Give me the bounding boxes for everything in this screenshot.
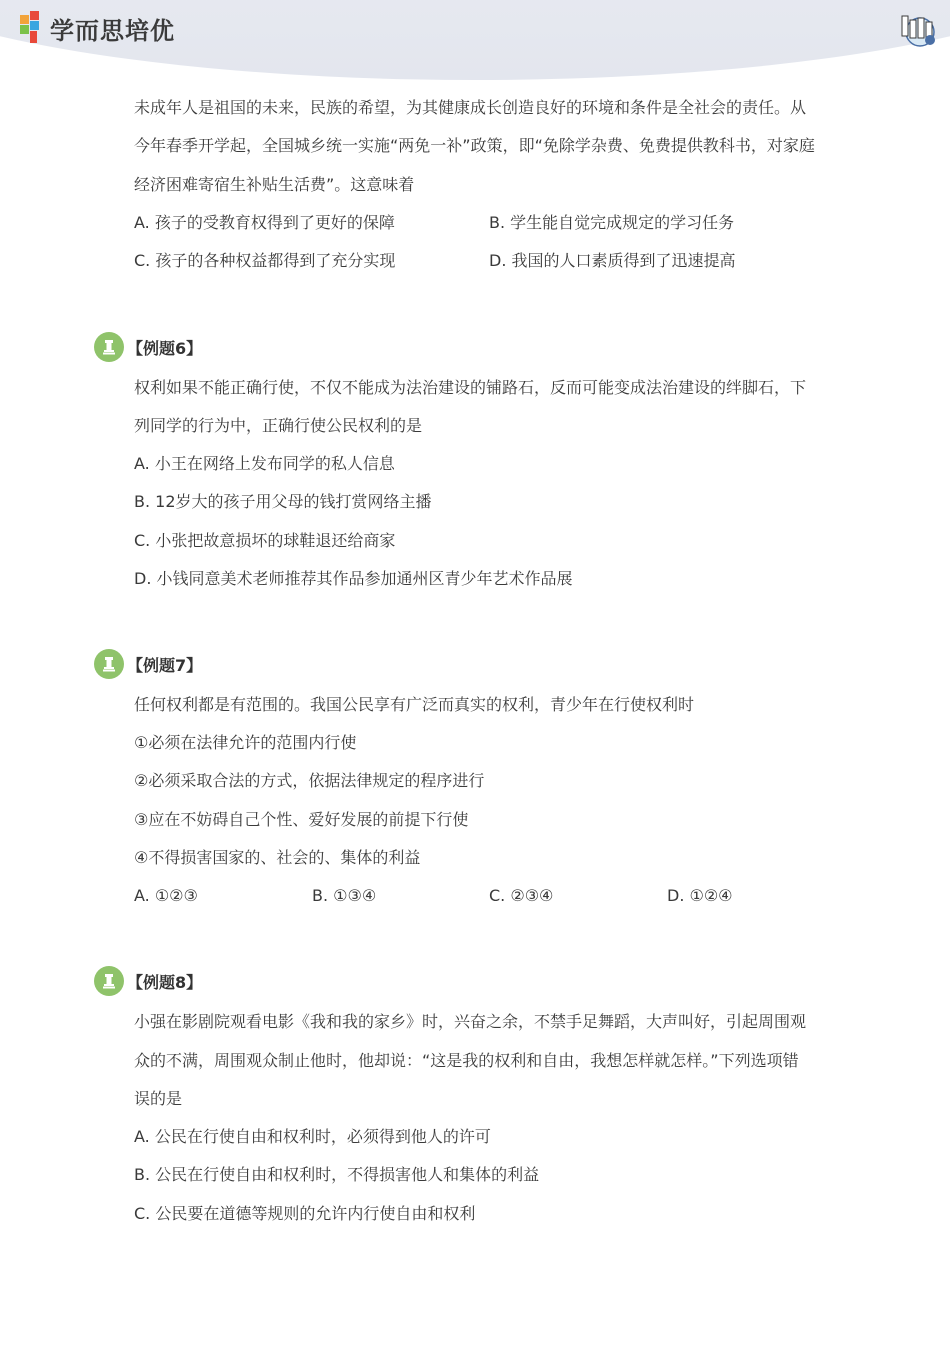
statement-3: ③应在不妨碍自己个性、爱好发展的前提下行使 [134,810,469,829]
trophy-icon [94,332,124,362]
option-d: D. 小钱同意美术老师推荐其作品参加通州区青少年艺术作品展 [134,569,573,588]
stem-line: 众的不满，周围观众制止他时，他却说：“这是我的权利和自由，我想怎样就怎样。”下列选项错 [134,1051,799,1070]
option-b: B. 12岁大的孩子用父母的钱打赏网络主播 [134,492,432,511]
stem-line: 今年春季开学起，全国城乡统一实施“两免一补”政策，即“免除学杂费、免费提供教科书，对家庭 [134,136,815,155]
logo-mark-icon [18,11,46,45]
statement-2: ②必须采取合法的方式，依据法律规定的程序进行 [134,771,485,790]
option-c: C. 公民要在道德等规则的允许内行使自由和权利 [134,1204,476,1223]
stem-line: 列同学的行为中，正确行使公民权利的是 [134,416,423,435]
stem-line: 小强在影剧院观看电影《我和我的家乡》时，兴奋之余，不禁手足舞蹈，大声叫好，引起周围观 [134,1012,807,1031]
option-b: B. 学生能自觉完成规定的学习任务 [489,213,735,232]
statement-4: ④不得损害国家的、社会的、集体的利益 [134,848,421,867]
option-c: C. 孩子的各种权益都得到了充分实现 [134,251,396,270]
statement-1: ①必须在法律允许的范围内行使 [134,733,357,752]
logo-text: 学而思培优 [50,16,175,45]
option-a: A. 小王在网络上发布同学的私人信息 [134,454,395,473]
option-b: B. 公民在行使自由和权利时，不得损害他人和集体的利益 [134,1165,540,1184]
trophy-icon [94,966,124,996]
stem-line: 任何权利都是有范围的。我国公民享有广泛而真实的权利，青少年在行使权利时 [134,695,695,714]
example-heading [94,966,202,996]
example-title: 【例题8】 [127,972,203,992]
stem-line: 未成年人是祖国的未来，民族的希望，为其健康成长创造良好的环境和条件是全社会的责任。从 [134,98,807,117]
example-heading [94,649,202,679]
option-b: B. ①③④ [312,886,377,905]
stem-line: 误的是 [134,1089,183,1108]
trophy-icon [94,649,124,679]
option-a: A. 孩子的受教育权得到了更好的保障 [134,213,395,232]
example-title: 【例题6】 [127,338,203,358]
option-a: A. 公民在行使自由和权利时，必须得到他人的许可 [134,1127,491,1146]
option-d: D. ①②④ [667,886,733,905]
stem-line: 经济困难寄宿生补贴生活费”。这意味着 [134,175,415,194]
example-heading [94,332,202,362]
brand-logo [18,10,175,46]
team-badge-icon [898,12,938,48]
example-title: 【例题7】 [127,655,203,675]
option-a: A. ①②③ [134,886,198,905]
option-d: D. 我国的人口素质得到了迅速提高 [489,251,736,270]
stem-line: 权利如果不能正确行使，不仅不能成为法治建设的铺路石，反而可能变成法治建设的绊脚石，下 [134,378,807,397]
option-c: C. ②③④ [489,886,554,905]
option-c: C. 小张把故意损坏的球鞋退还给商家 [134,531,396,550]
